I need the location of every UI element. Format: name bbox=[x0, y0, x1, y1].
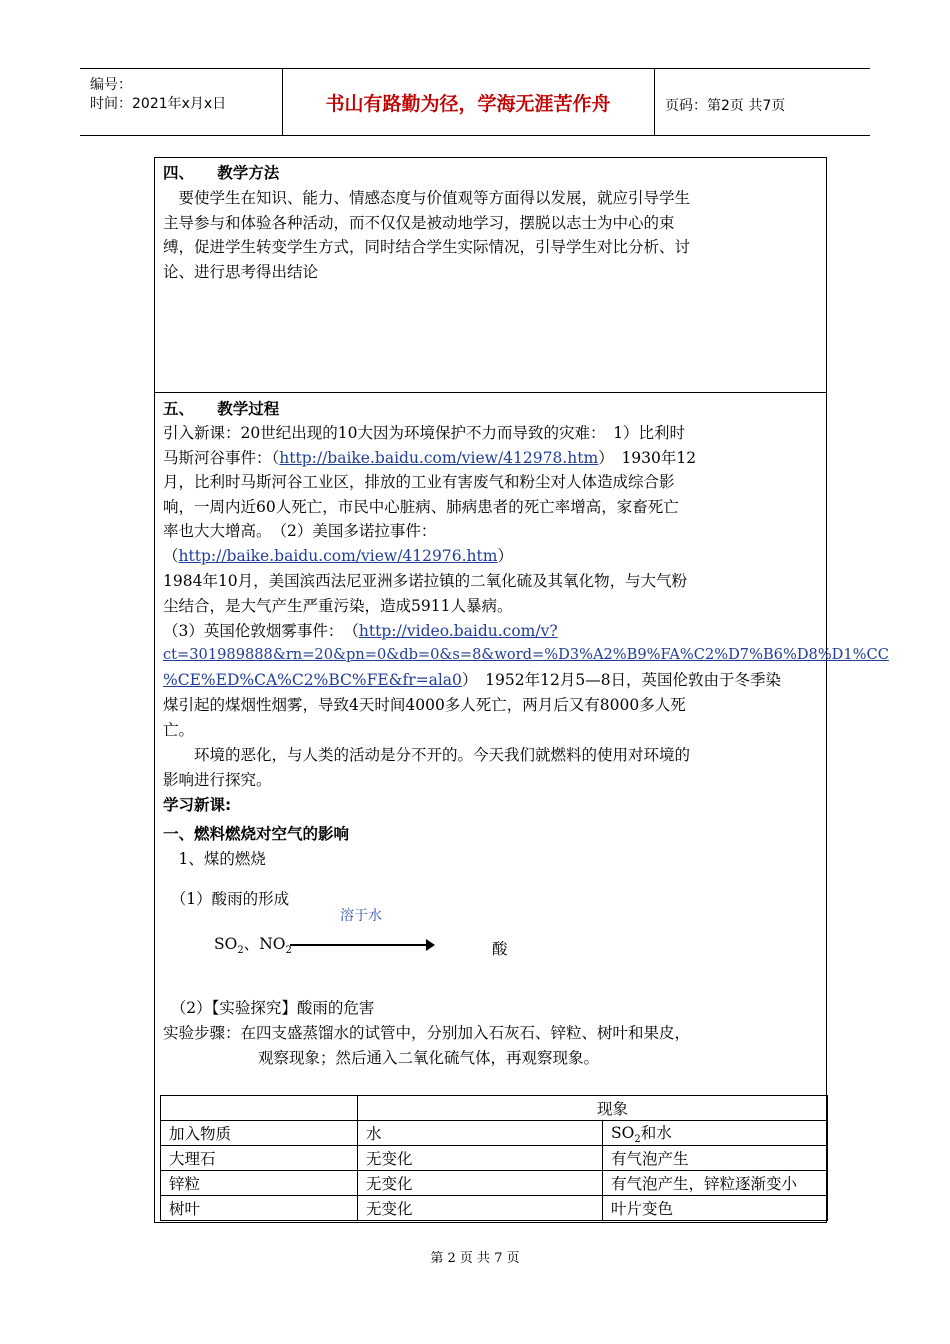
paragraph-line: 环境的恶化，与人类的活动是分不开的。今天我们就燃料的使用对环境的 bbox=[163, 746, 691, 764]
intro-line: 1984年10月，美国滨西法尼亚洲多诺拉镇的二氧化硫及其氧化物，与大气粉 bbox=[163, 572, 688, 590]
link-london-smog[interactable]: http://video.baidu.com/v? bbox=[358, 622, 558, 640]
section4-line: 缚，促进学生转变学生方式，同时结合学生实际情况，引导学生对比分析、讨 bbox=[163, 238, 691, 256]
table-cell: 无变化 bbox=[358, 1171, 603, 1196]
table-cell: 水 bbox=[358, 1121, 603, 1146]
page-footer: 第 2 页 共 7 页 bbox=[430, 1251, 520, 1266]
motto: 书山有路勤为径，学海无涯苦作舟 bbox=[325, 92, 611, 115]
reaction-arrow bbox=[290, 944, 428, 946]
link-london-smog-end[interactable]: %CE%ED%CA%C2%BC%FE&fr=ala0 bbox=[163, 671, 462, 689]
experiment-steps: 实验步骤：在四支盛蒸馏水的试管中，分别加入石灰石、锌粒、树叶和果皮， bbox=[163, 1024, 691, 1042]
section-divider bbox=[154, 392, 827, 393]
intro-line: 煤引起的煤烟性烟雾，导致4天时间4000多人死亡，两月后又有8000多人死 bbox=[163, 696, 686, 714]
subheading-coal: 1、煤的燃烧 bbox=[163, 850, 266, 868]
header-motto-cell bbox=[282, 69, 655, 135]
date-label: 时间：2021年x月x日 bbox=[90, 96, 227, 112]
table-cell: 有气泡产生，锌粒逐渐变小 bbox=[603, 1171, 828, 1196]
table-cell: 树叶 bbox=[161, 1196, 358, 1221]
arrow-label: 溶于水 bbox=[340, 908, 382, 924]
acid-rain-formation: （1）酸雨的形成 bbox=[163, 890, 290, 908]
table-cell: 叶片变色 bbox=[603, 1196, 828, 1221]
section5-title: 五、 教学过程 bbox=[163, 400, 280, 418]
section4-line: 主导参与和体验各种活动，而不仅仅是被动地学习，摆脱以志士为中心的束 bbox=[163, 214, 675, 232]
header-meta bbox=[80, 69, 283, 135]
product: 酸 bbox=[492, 940, 508, 958]
phenomenon-header: 现象 bbox=[358, 1096, 828, 1121]
intro-line: （http://baike.baidu.com/view/412976.htm） bbox=[163, 547, 513, 565]
intro-line: 马斯河谷事件：（http://baike.baidu.com/view/412978.htm） 1930年12 bbox=[163, 449, 697, 467]
section4-line: 要使学生在知识、能力、情感态度与价值观等方面得以发展，就应引导学生 bbox=[163, 189, 691, 207]
results-table bbox=[160, 1095, 828, 1221]
link-maas-valley[interactable]: http://baike.baidu.com/view/412978.htm bbox=[279, 449, 599, 467]
heading-fuel-combustion: 一、燃料燃烧对空气的影响 bbox=[163, 825, 350, 843]
section4-title: 四、 教学方法 bbox=[163, 164, 280, 182]
table-cell: 锌粒 bbox=[161, 1171, 358, 1196]
experiment-title: （2）【实验探究】酸雨的危害 bbox=[163, 999, 375, 1017]
table-row bbox=[161, 1171, 828, 1196]
table-cell: $SO_2$和水 bbox=[603, 1121, 828, 1146]
intro-line: 亡。 bbox=[163, 721, 195, 739]
table-cell: 无变化 bbox=[358, 1196, 603, 1221]
page-info: 页码：第2页 共7页 bbox=[665, 98, 786, 114]
section4-line: 论、进行思考得出结论 bbox=[163, 263, 319, 281]
link-london-smog-cont[interactable]: ct=301989888&rn=20&pn=0&db=0&s=8&word=%D3%A2%B9%FA%C2%D7%B6%D8%D1%CC bbox=[163, 646, 889, 663]
table-row bbox=[161, 1146, 828, 1171]
table-row bbox=[161, 1121, 828, 1146]
intro-line: 月，比利时马斯河谷工业区，排放的工业有害废气和粉尘对人体造成综合影 bbox=[163, 473, 675, 491]
intro-line: 引入新课：20世纪出现的10大因为环境保护不力而导致的灾难： 1）比利时 bbox=[163, 424, 686, 442]
new-lesson-label: 学习新课: bbox=[163, 796, 232, 814]
intro-line: %CE%ED%CA%C2%BC%FE&fr=ala0） 1952年12月5—8日，英国伦敦由于冬季染 bbox=[163, 671, 782, 689]
table-cell: 大理石 bbox=[161, 1146, 358, 1171]
intro-line bbox=[163, 643, 889, 668]
paragraph-line: 影响进行探究。 bbox=[163, 771, 272, 789]
table-row bbox=[161, 1096, 828, 1121]
number-label: 编号： bbox=[90, 77, 132, 93]
intro-line: 率也大大增高。 （2）美国多诺拉事件： bbox=[163, 522, 437, 540]
page-header bbox=[80, 68, 870, 136]
reactants: $SO_2$、$NO_2$ bbox=[214, 935, 292, 957]
experiment-steps-cont: 观察现象；然后通入二氧化硫气体，再观察现象。 bbox=[258, 1049, 600, 1067]
intro-line: 尘结合，是大气产生严重污染，造成5911人暴病。 bbox=[163, 597, 513, 615]
table-cell: 有气泡产生 bbox=[603, 1146, 828, 1171]
intro-line: （3）英国伦敦烟雾事件： （http://video.baidu.com/v? bbox=[163, 622, 558, 640]
table-row bbox=[161, 1196, 828, 1221]
table-cell: 加入物质 bbox=[161, 1121, 358, 1146]
link-donora[interactable]: http://baike.baidu.com/view/412976.htm bbox=[178, 547, 498, 565]
arrow-head-icon bbox=[426, 939, 435, 951]
table-cell: 无变化 bbox=[358, 1146, 603, 1171]
intro-line: 响，一周内近60人死亡，市民中心脏病、肺病患者的死亡率增高，家畜死亡 bbox=[163, 498, 679, 516]
